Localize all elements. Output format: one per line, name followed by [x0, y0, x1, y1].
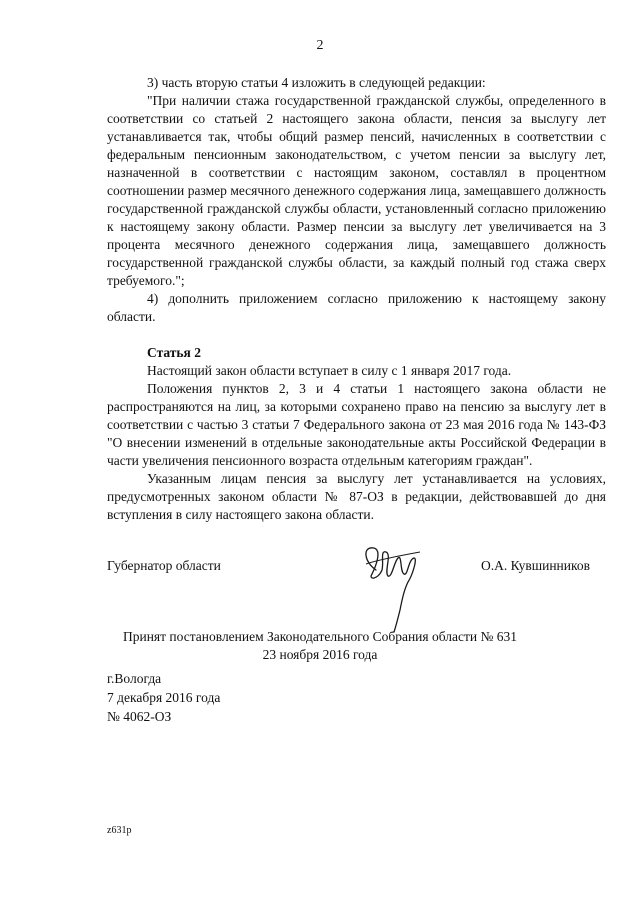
amendment-item-4: 4) дополнить приложением согласно приложению к настоящему закону области.: [107, 291, 606, 324]
adoption-line-1: Принят постановлением Законодательного Собрания области № 631: [122, 629, 518, 644]
signatory-name: О.А. Кувшинников: [480, 558, 590, 573]
amendment-quote: "При наличии стажа государственной гражданской службы, определенного в соответствии со статьей 2 настоящего закона области, пенсия за выслугу лет устанавливается так, чтобы общий размер пенсий, начисленных в соответствии с федеральным пенсионным законодательством, с учетом пенсии за выслугу лет, назначенной в соответствии с настоящим законом, составлял в процентном соотношении размер месячного денежного содержания лица, замещавшего должность государственной гражданской службы области, установленный согласно приложению к настоящему закону области. Размер пенсии за выслугу лет увеличивается на 3 процента месячного денежного содержания лица, замещавшего должность государственной гражданской службы области, за каждый полный год стажа сверх требуемого.";: [107, 93, 606, 288]
law-number: № 4062-ОЗ: [107, 709, 172, 724]
exemption-paragraph: Положения пунктов 2, 3 и 4 статьи 1 настоящего закона области не распространяются на лиц, за которыми сохранено право на пенсию за выслугу лет в соответствии с частью 3 статьи 7 Федерального закона от 23 мая 2016 года № 143-ФЗ "О внесении изменений в отдельные законодательные акты Российской Федерации в части увеличения пенсионного возраста отдельным категориям граждан".: [107, 381, 606, 468]
signatory-position: Губернатор области: [107, 558, 221, 573]
conditions-paragraph: Указанным лицам пенсия за выслугу лет устанавливается на условиях, предусмотренных законом области № 87-ОЗ в редакции, действовавшей до дня вступления в силу настоящего закона области.: [107, 471, 606, 522]
document-code: z631p: [107, 825, 132, 836]
amendment-item-3: 3) часть вторую статьи 4 изложить в следующей редакции:: [147, 75, 486, 90]
adoption-note: [0, 628, 640, 664]
page-number: 2: [316, 38, 324, 53]
place-date-number: [107, 669, 220, 726]
adoption-line-2: 23 ноября 2016 года: [262, 647, 378, 662]
effective-date-paragraph: Настоящий закон области вступает в силу с 1 января 2017 года.: [147, 363, 512, 378]
signing-date: 7 декабря 2016 года: [107, 690, 221, 705]
signature-block: [107, 558, 606, 578]
handwritten-signature: [358, 540, 428, 635]
place: г.Вологда: [107, 671, 162, 686]
document-body: [107, 74, 606, 524]
article-2-heading: Статья 2: [147, 345, 201, 360]
